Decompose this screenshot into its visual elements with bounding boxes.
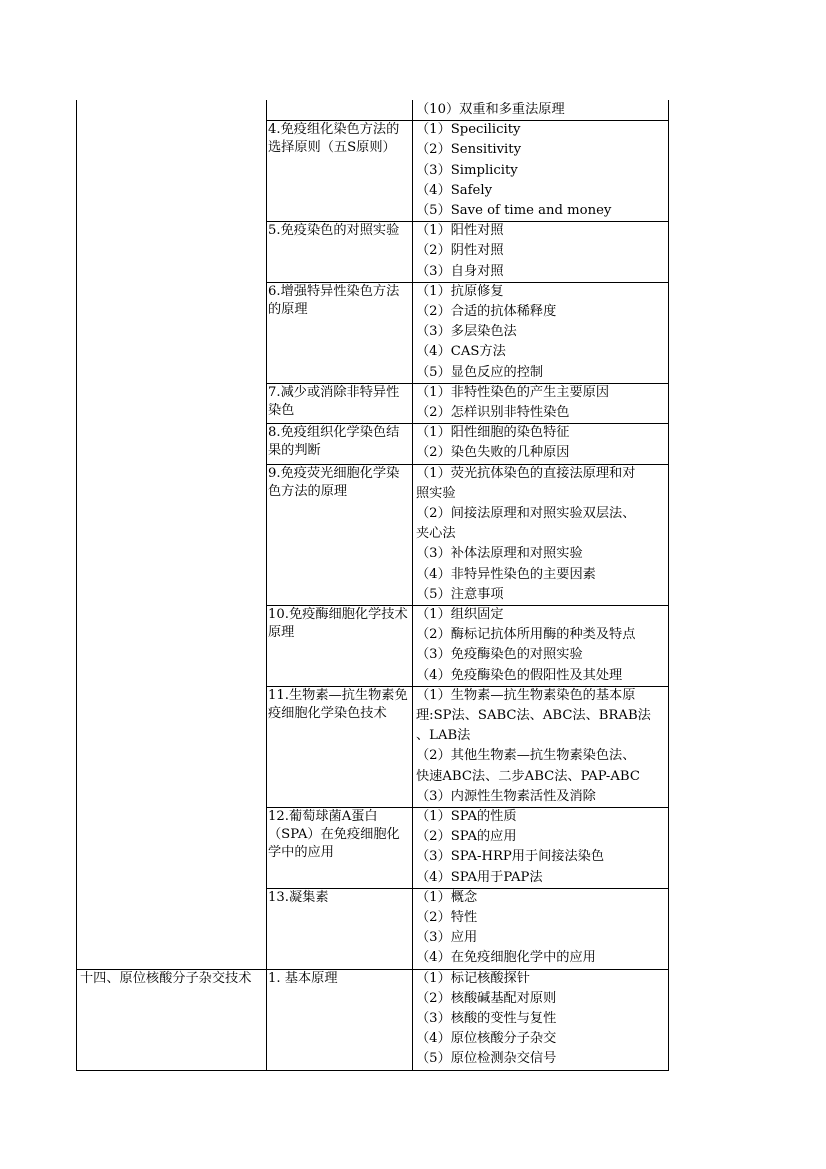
subtopic-item: （3）核酸的变性与复性 <box>416 1011 557 1026</box>
subtopic-item: （5）注意事项 <box>416 586 504 602</box>
topic-label: 13.凝集素 <box>268 889 329 905</box>
topic-label: 5.免疫染色的对照实验 <box>268 223 400 239</box>
subtopic-item: （1）非特性染色的产生主要原因 <box>416 384 610 400</box>
subtopic-item: （4）免疫酶染色的假阳性及其处理 <box>416 667 623 683</box>
subtopic-item: 理:SP法、SABC法、ABC法、BRAB法 <box>416 708 651 723</box>
topic-label: 10.免疫酶细胞化学技术原理 <box>268 607 408 640</box>
subtopic-item: （3）Simplicity <box>416 162 518 178</box>
subtopic-item: （2）Sensitivity <box>416 142 522 158</box>
subtopic-item: （1）生物素—抗生物素染色的基本原 <box>416 687 636 703</box>
subtopic-item: （1）阳性细胞的染色特征 <box>416 425 570 441</box>
subtopic-item: （3）多层染色法 <box>416 324 517 340</box>
subtopic-item: （1）组织固定 <box>416 607 504 622</box>
subtopic-item: （5）Save of time and money <box>416 203 612 218</box>
topic-label: 8.免疫组织化学染色结果的判断 <box>268 425 400 459</box>
subtopic-item: （1）标记核酸探针 <box>416 970 530 986</box>
topic-label: 12.葡萄球菌A蛋白（SPA）在免疫细胞化学中的应用 <box>268 809 400 860</box>
subtopic-item: （4）SPA用于PAP法 <box>416 869 543 885</box>
subtopic-item: （2）合适的抗体稀释度 <box>416 304 557 319</box>
syllabus-table <box>76 100 669 1070</box>
subtopic-item: （2）特性 <box>416 910 478 925</box>
subtopic-item: （3）自身对照 <box>416 263 504 279</box>
subtopic-item: 夹心法 <box>416 526 456 542</box>
subtopic-item: （2）染色失败的几种原因 <box>416 445 570 461</box>
subtopic-item: （2）其他生物素—抗生物素染色法、 <box>416 748 636 764</box>
subtopic-item: （2）核酸碱基配对原则 <box>416 990 557 1006</box>
topic-label: 11.生物素—抗生物素免疫细胞化学染色技术 <box>268 687 408 721</box>
subtopic-item: 、LAB法 <box>416 728 471 744</box>
topic-label: 6.增强特异性染色方法的原理 <box>268 283 400 317</box>
topic-label: 7.减少或消除非特异性染色 <box>268 384 400 418</box>
subtopic-item: （5）显色反应的控制 <box>416 364 544 380</box>
subtopic-item: （3）应用 <box>416 930 478 946</box>
subtopic-item: （4）原位核酸分子杂交 <box>416 1031 557 1047</box>
column-rule-1 <box>266 100 267 1070</box>
subtopic-item: （2）间接法原理和对照实验双层法、 <box>416 506 636 521</box>
subtopic-item: （1）荧光抗体染色的直接法原理和对 <box>416 465 636 481</box>
subtopic-item: （5）原位检测杂交信号 <box>416 1051 557 1067</box>
subtopic-item: （2）SPA的应用 <box>416 829 517 845</box>
subtopic-item: （1）Specilicity <box>416 122 521 138</box>
subtopic-item: （3）内源性生物素活性及消除 <box>416 788 596 804</box>
column-rule-left <box>76 100 77 1070</box>
subtopic-item: （1）SPA的性质 <box>416 809 517 824</box>
subtopic-item: （3）免疫酶染色的对照实验 <box>416 647 583 663</box>
subtopic-item: （2）怎样识别非特性染色 <box>416 405 570 420</box>
section-title: 十四、原位核酸分子杂交技术 <box>80 970 252 986</box>
subtopic-item: （4）CAS方法 <box>416 344 506 360</box>
subtopic-item: （2）阴性对照 <box>416 243 504 259</box>
subtopic-item: 照实验 <box>416 485 456 501</box>
topic-label: 1. 基本原理 <box>268 970 338 986</box>
subtopic-item: （10）双重和多重法原理 <box>416 102 565 117</box>
topic-label: 9.免疫荧光细胞化学染色方法的原理 <box>268 465 400 499</box>
subtopic-item: （2）酶标记抗体所用酶的种类及特点 <box>416 627 636 643</box>
column-rule-right <box>668 100 669 1070</box>
subtopic-item: 快速ABC法、二步ABC法、PAP-ABC <box>416 768 640 784</box>
subtopic-item: （1）阳性对照 <box>416 223 504 239</box>
subtopic-item: （4）在免疫细胞化学中的应用 <box>416 950 596 966</box>
subtopic-item: （1）抗原修复 <box>416 283 504 299</box>
subtopic-item: （1）概念 <box>416 889 478 905</box>
subtopic-item: （3）SPA-HRP用于间接法染色 <box>416 849 605 865</box>
row-rule <box>76 1070 669 1071</box>
topic-label: 4.免疫组化染色方法的选择原则（五S原则） <box>268 122 400 156</box>
subtopic-item: （4）Safely <box>416 182 493 198</box>
subtopic-item: （3）补体法原理和对照实验 <box>416 546 583 562</box>
subtopic-item: （4）非特异性染色的主要因素 <box>416 566 596 582</box>
column-rule-2 <box>412 100 413 1070</box>
